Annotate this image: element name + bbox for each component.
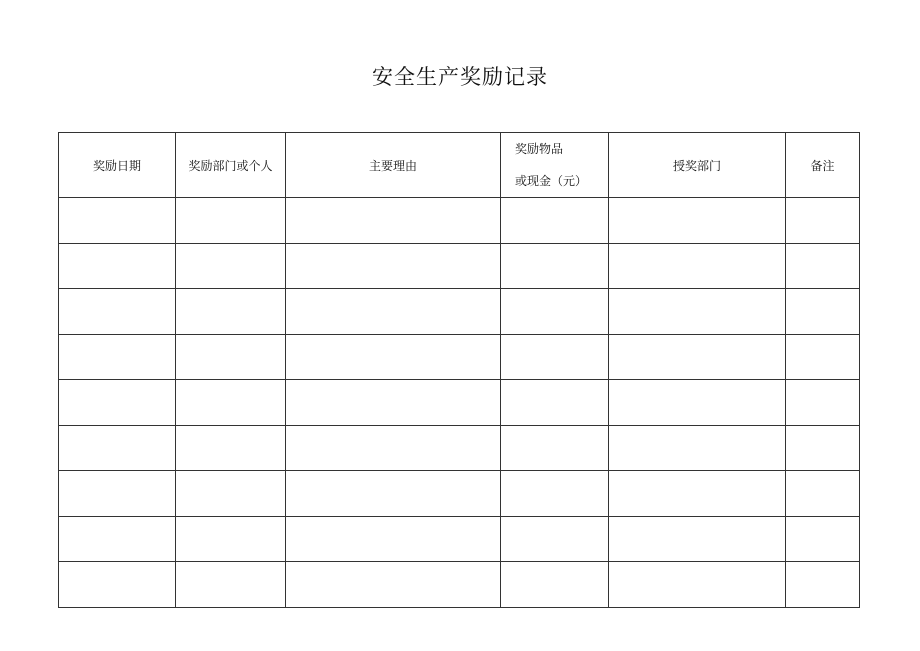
table-cell[interactable] <box>609 471 786 517</box>
table-cell[interactable] <box>59 425 176 471</box>
table-cell[interactable] <box>786 289 860 335</box>
table-cell[interactable] <box>501 334 609 380</box>
table-cell[interactable] <box>609 334 786 380</box>
document-title: 安全生产奖励记录 <box>372 65 548 89</box>
table-cell[interactable] <box>786 516 860 562</box>
table-cell[interactable] <box>59 198 176 244</box>
table-cell[interactable] <box>59 334 176 380</box>
table-cell[interactable] <box>609 516 786 562</box>
table-cell[interactable] <box>501 380 609 426</box>
table-cell[interactable] <box>286 471 501 517</box>
table-row <box>59 380 860 426</box>
header-issuing-department: 授奖部门 <box>609 133 786 198</box>
table-cell[interactable] <box>59 243 176 289</box>
table-cell[interactable] <box>501 562 609 608</box>
table-cell[interactable] <box>176 243 286 289</box>
table-row <box>59 516 860 562</box>
table-row <box>59 562 860 608</box>
table-cell[interactable] <box>59 380 176 426</box>
reward-record-table <box>58 132 860 608</box>
table-cell[interactable] <box>286 334 501 380</box>
table-row <box>59 289 860 335</box>
table-cell[interactable] <box>286 380 501 426</box>
table-cell[interactable] <box>609 562 786 608</box>
table-cell[interactable] <box>176 289 286 335</box>
table-row <box>59 471 860 517</box>
table-cell[interactable] <box>59 516 176 562</box>
table-cell[interactable] <box>286 198 501 244</box>
header-remarks: 备注 <box>786 133 860 198</box>
table-cell[interactable] <box>286 562 501 608</box>
table-cell[interactable] <box>786 243 860 289</box>
header-reward-item <box>501 133 609 198</box>
table-row <box>59 243 860 289</box>
table-cell[interactable] <box>609 198 786 244</box>
table-cell[interactable] <box>176 334 286 380</box>
table-cell[interactable] <box>609 289 786 335</box>
table-cell[interactable] <box>786 471 860 517</box>
table-cell[interactable] <box>286 243 501 289</box>
table-cell[interactable] <box>786 198 860 244</box>
table-cell[interactable] <box>501 198 609 244</box>
header-reward-item-line1: 奖励物品 <box>515 142 564 156</box>
table-cell[interactable] <box>609 243 786 289</box>
table-cell[interactable] <box>501 471 609 517</box>
table-cell[interactable] <box>609 380 786 426</box>
header-reward-item-line2: 或现金（元） <box>515 174 588 188</box>
table-row <box>59 198 860 244</box>
table-cell[interactable] <box>786 425 860 471</box>
table-cell[interactable] <box>786 562 860 608</box>
table-cell[interactable] <box>59 562 176 608</box>
table-cell[interactable] <box>286 516 501 562</box>
table-cell[interactable] <box>59 289 176 335</box>
table-cell[interactable] <box>609 425 786 471</box>
table-cell[interactable] <box>176 425 286 471</box>
table-cell[interactable] <box>786 334 860 380</box>
table-cell[interactable] <box>286 289 501 335</box>
table-header-row <box>59 133 860 198</box>
table-cell[interactable] <box>286 425 501 471</box>
table-cell[interactable] <box>176 516 286 562</box>
table-cell[interactable] <box>501 243 609 289</box>
table-cell[interactable] <box>501 289 609 335</box>
table-cell[interactable] <box>176 562 286 608</box>
table-cell[interactable] <box>786 380 860 426</box>
table-row <box>59 425 860 471</box>
header-reward-date: 奖励日期 <box>59 133 176 198</box>
table-cell[interactable] <box>176 471 286 517</box>
table-cell[interactable] <box>176 198 286 244</box>
table-cell[interactable] <box>59 471 176 517</box>
header-main-reason: 主要理由 <box>286 133 501 198</box>
table-cell[interactable] <box>176 380 286 426</box>
table-cell[interactable] <box>501 425 609 471</box>
table-row <box>59 334 860 380</box>
header-recipient: 奖励部门或个人 <box>176 133 286 198</box>
table-cell[interactable] <box>501 516 609 562</box>
